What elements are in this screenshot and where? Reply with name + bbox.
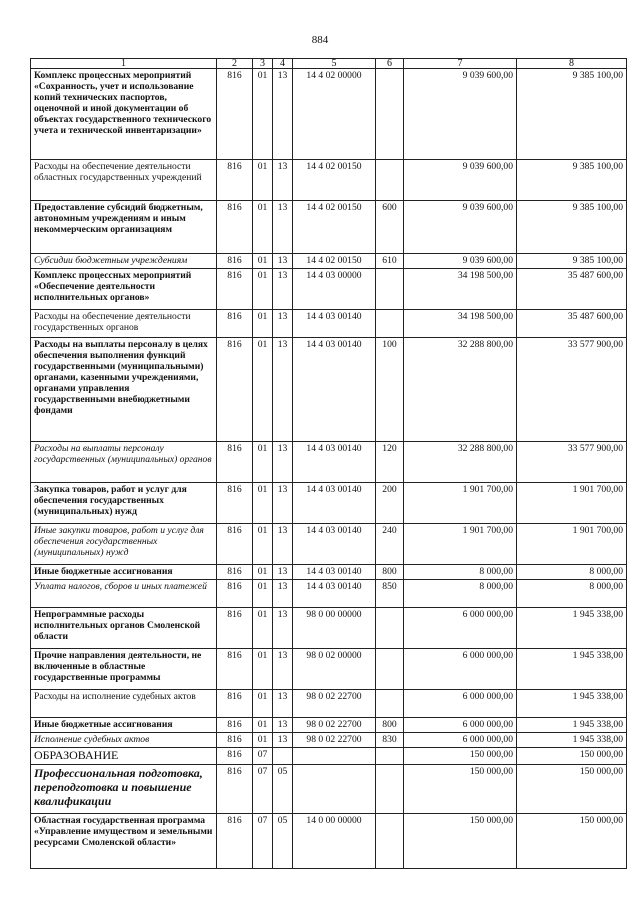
target-article-cell: 14 4 02 00000	[293, 69, 376, 160]
amount-year-1-cell: 150 000,00	[404, 765, 517, 814]
amount-year-1-cell: 1 901 700,00	[404, 483, 517, 524]
row-name-cell: Иные бюджетные ассигнования	[31, 565, 217, 580]
ministry-code-cell: 816	[217, 201, 253, 254]
row-name-cell: Исполнение судебных актов	[31, 733, 217, 748]
row-name-cell: Комплекс процессных мероприятий «Сохранность, учет и использование копий технических паспортов, оценочной и иной документации об объектах государственного технического учета и технической инвентаризации»	[31, 69, 217, 160]
section-code-cell: 01	[253, 733, 273, 748]
target-article-cell: 14 4 02 00150	[293, 201, 376, 254]
amount-year-1-cell: 6 000 000,00	[404, 608, 517, 649]
section-code-cell: 01	[253, 608, 273, 649]
section-code-cell: 01	[253, 649, 273, 690]
subsection-code-cell: 13	[273, 338, 293, 442]
target-article-cell: 14 4 03 00140	[293, 580, 376, 608]
row-name-cell: Закупка товаров, работ и услуг для обеспечения государственных (муниципальных) нужд	[31, 483, 217, 524]
expense-type-cell: 800	[376, 718, 404, 733]
row-name-cell: Прочие направления деятельности, не включенные в областные государственные программы	[31, 649, 217, 690]
subsection-code-cell: 13	[273, 201, 293, 254]
target-article-cell: 14 4 03 00140	[293, 442, 376, 483]
section-code-cell: 07	[253, 814, 273, 869]
subsection-code-cell: 13	[273, 269, 293, 310]
amount-year-1-cell: 8 000,00	[404, 580, 517, 608]
row-name-cell: Иные бюджетные ассигнования	[31, 718, 217, 733]
amount-year-2-cell: 9 385 100,00	[517, 69, 627, 160]
section-code-cell: 01	[253, 565, 273, 580]
expense-type-cell	[376, 748, 404, 765]
amount-year-2-cell: 1 945 338,00	[517, 649, 627, 690]
target-article-cell: 14 0 00 00000	[293, 814, 376, 869]
expense-type-cell: 800	[376, 565, 404, 580]
subsection-code-cell: 13	[273, 483, 293, 524]
amount-year-1-cell: 9 039 600,00	[404, 160, 517, 201]
section-code-cell: 01	[253, 69, 273, 160]
target-article-cell: 14 4 03 00000	[293, 269, 376, 310]
budget-table	[30, 58, 627, 869]
expense-type-cell	[376, 69, 404, 160]
amount-year-1-cell: 34 198 500,00	[404, 269, 517, 310]
expense-type-cell: 240	[376, 524, 404, 565]
subsection-code-cell: 13	[273, 69, 293, 160]
target-article-cell: 98 0 02 00000	[293, 649, 376, 690]
target-article-cell: 14 4 02 00150	[293, 160, 376, 201]
expense-type-cell: 120	[376, 442, 404, 483]
ministry-code-cell: 816	[217, 160, 253, 201]
target-article-cell	[293, 748, 376, 765]
expense-type-cell: 100	[376, 338, 404, 442]
column-header: 7	[404, 59, 517, 69]
row-name-cell: Иные закупки товаров, работ и услуг для обеспечения государственных (муниципальных) нужд	[31, 524, 217, 565]
section-code-cell: 01	[253, 310, 273, 338]
ministry-code-cell: 816	[217, 748, 253, 765]
table-row	[31, 483, 627, 524]
target-article-cell	[293, 765, 376, 814]
section-code-cell: 07	[253, 765, 273, 814]
table-row	[31, 201, 627, 254]
amount-year-1-cell: 32 288 800,00	[404, 338, 517, 442]
row-name-cell: Уплата налогов, сборов и иных платежей	[31, 580, 217, 608]
expense-type-cell	[376, 269, 404, 310]
amount-year-2-cell: 9 385 100,00	[517, 201, 627, 254]
amount-year-2-cell: 33 577 900,00	[517, 442, 627, 483]
amount-year-2-cell: 1 901 700,00	[517, 524, 627, 565]
row-name-cell: Областная государственная программа «Управление имуществом и земельными ресурсами Смоленской области»	[31, 814, 217, 869]
expense-type-cell: 610	[376, 254, 404, 269]
amount-year-1-cell: 1 901 700,00	[404, 524, 517, 565]
row-name-cell: ОБРАЗОВАНИЕ	[31, 748, 217, 765]
amount-year-1-cell: 150 000,00	[404, 748, 517, 765]
amount-year-1-cell: 34 198 500,00	[404, 310, 517, 338]
column-header: 1	[31, 59, 217, 69]
row-name-cell: Расходы на обеспечение деятельности областных государственных учреждений	[31, 160, 217, 201]
expense-type-cell	[376, 310, 404, 338]
table-row	[31, 442, 627, 483]
target-article-cell: 14 4 03 00140	[293, 524, 376, 565]
target-article-cell: 98 0 02 22700	[293, 690, 376, 718]
target-article-cell: 14 4 02 00150	[293, 254, 376, 269]
table-row	[31, 160, 627, 201]
table-row	[31, 580, 627, 608]
target-article-cell: 98 0 02 22700	[293, 718, 376, 733]
amount-year-1-cell: 8 000,00	[404, 565, 517, 580]
ministry-code-cell: 816	[217, 524, 253, 565]
section-code-cell: 01	[253, 524, 273, 565]
column-header: 6	[376, 59, 404, 69]
section-code-cell: 01	[253, 269, 273, 310]
section-code-cell: 01	[253, 338, 273, 442]
amount-year-2-cell: 35 487 600,00	[517, 269, 627, 310]
ministry-code-cell: 816	[217, 649, 253, 690]
ministry-code-cell: 816	[217, 765, 253, 814]
table-row	[31, 690, 627, 718]
table-row	[31, 524, 627, 565]
amount-year-1-cell: 9 039 600,00	[404, 69, 517, 160]
column-header: 5	[293, 59, 376, 69]
target-article-cell: 14 4 03 00140	[293, 310, 376, 338]
subsection-code-cell: 05	[273, 814, 293, 869]
target-article-cell: 14 4 03 00140	[293, 565, 376, 580]
ministry-code-cell: 816	[217, 565, 253, 580]
subsection-code-cell: 13	[273, 733, 293, 748]
expense-type-cell: 600	[376, 201, 404, 254]
expense-type-cell	[376, 649, 404, 690]
amount-year-1-cell: 6 000 000,00	[404, 733, 517, 748]
row-name-cell: Предоставление субсидий бюджетным, автономным учреждениям и иным некоммерческим организациям	[31, 201, 217, 254]
row-name-cell: Расходы на обеспечение деятельности государственных органов	[31, 310, 217, 338]
row-name-cell: Расходы на исполнение судебных актов	[31, 690, 217, 718]
target-article-cell: 14 4 03 00140	[293, 483, 376, 524]
subsection-code-cell	[273, 748, 293, 765]
section-code-cell: 01	[253, 690, 273, 718]
table-row	[31, 765, 627, 814]
amount-year-2-cell: 9 385 100,00	[517, 160, 627, 201]
ministry-code-cell: 816	[217, 69, 253, 160]
page-number: 884	[311, 34, 329, 46]
section-code-cell: 07	[253, 748, 273, 765]
table-row	[31, 814, 627, 869]
target-article-cell: 14 4 03 00140	[293, 338, 376, 442]
amount-year-1-cell: 9 039 600,00	[404, 254, 517, 269]
amount-year-2-cell: 1 945 338,00	[517, 690, 627, 718]
ministry-code-cell: 816	[217, 442, 253, 483]
table-row	[31, 748, 627, 765]
table-row	[31, 608, 627, 649]
column-header: 8	[517, 59, 627, 69]
column-header: 3	[253, 59, 273, 69]
subsection-code-cell: 13	[273, 442, 293, 483]
amount-year-2-cell: 8 000,00	[517, 565, 627, 580]
amount-year-1-cell: 6 000 000,00	[404, 649, 517, 690]
ministry-code-cell: 816	[217, 580, 253, 608]
row-name-cell: Комплекс процессных мероприятий «Обеспечение деятельности исполнительных органов»	[31, 269, 217, 310]
expense-type-cell: 830	[376, 733, 404, 748]
ministry-code-cell: 816	[217, 254, 253, 269]
ministry-code-cell: 816	[217, 733, 253, 748]
amount-year-1-cell: 6 000 000,00	[404, 690, 517, 718]
subsection-code-cell: 13	[273, 718, 293, 733]
ministry-code-cell: 816	[217, 814, 253, 869]
subsection-code-cell: 13	[273, 649, 293, 690]
column-header: 2	[217, 59, 253, 69]
amount-year-2-cell: 1 945 338,00	[517, 608, 627, 649]
ministry-code-cell: 816	[217, 338, 253, 442]
subsection-code-cell: 13	[273, 580, 293, 608]
expense-type-cell	[376, 690, 404, 718]
target-article-cell: 98 0 02 22700	[293, 733, 376, 748]
expense-type-cell	[376, 814, 404, 869]
subsection-code-cell: 13	[273, 690, 293, 718]
subsection-code-cell: 13	[273, 524, 293, 565]
row-name-cell: Расходы на выплаты персоналу в целях обеспечения выполнения функций государственными (муниципальными) органами, казенными учреждениями, органами управления государственными внебюджетными фондами	[31, 338, 217, 442]
amount-year-2-cell: 1 945 338,00	[517, 718, 627, 733]
amount-year-2-cell: 1 901 700,00	[517, 483, 627, 524]
table-row	[31, 733, 627, 748]
section-code-cell: 01	[253, 442, 273, 483]
table-row	[31, 338, 627, 442]
table-row	[31, 269, 627, 310]
section-code-cell: 01	[253, 201, 273, 254]
amount-year-2-cell: 8 000,00	[517, 580, 627, 608]
column-header: 4	[273, 59, 293, 69]
amount-year-1-cell: 150 000,00	[404, 814, 517, 869]
amount-year-2-cell: 150 000,00	[517, 814, 627, 869]
table-row	[31, 254, 627, 269]
ministry-code-cell: 816	[217, 269, 253, 310]
subsection-code-cell: 05	[273, 765, 293, 814]
table-row	[31, 310, 627, 338]
section-code-cell: 01	[253, 580, 273, 608]
column-number-row	[31, 59, 627, 69]
row-name-cell: Субсидии бюджетным учреждениям	[31, 254, 217, 269]
section-code-cell: 01	[253, 254, 273, 269]
subsection-code-cell: 13	[273, 254, 293, 269]
section-code-cell: 01	[253, 483, 273, 524]
ministry-code-cell: 816	[217, 310, 253, 338]
subsection-code-cell: 13	[273, 310, 293, 338]
section-code-cell: 01	[253, 160, 273, 201]
ministry-code-cell: 816	[217, 690, 253, 718]
amount-year-1-cell: 9 039 600,00	[404, 201, 517, 254]
table-row	[31, 565, 627, 580]
amount-year-2-cell: 1 945 338,00	[517, 733, 627, 748]
expense-type-cell	[376, 765, 404, 814]
section-code-cell: 01	[253, 718, 273, 733]
row-name-cell: Расходы на выплаты персоналу государственных (муниципальных) органов	[31, 442, 217, 483]
expense-type-cell: 200	[376, 483, 404, 524]
expense-type-cell	[376, 160, 404, 201]
row-name-cell: Непрограммные расходы исполнительных органов Смоленской области	[31, 608, 217, 649]
amount-year-2-cell: 9 385 100,00	[517, 254, 627, 269]
ministry-code-cell: 816	[217, 483, 253, 524]
ministry-code-cell: 816	[217, 608, 253, 649]
table-row	[31, 69, 627, 160]
expense-type-cell: 850	[376, 580, 404, 608]
amount-year-1-cell: 32 288 800,00	[404, 442, 517, 483]
expense-type-cell	[376, 608, 404, 649]
target-article-cell: 98 0 00 00000	[293, 608, 376, 649]
amount-year-2-cell: 150 000,00	[517, 748, 627, 765]
subsection-code-cell: 13	[273, 565, 293, 580]
row-name-cell: Профессиональная подготовка, переподготовка и повышение квалификации	[31, 765, 217, 814]
table-row	[31, 649, 627, 690]
amount-year-2-cell: 35 487 600,00	[517, 310, 627, 338]
subsection-code-cell: 13	[273, 160, 293, 201]
ministry-code-cell: 816	[217, 718, 253, 733]
amount-year-2-cell: 33 577 900,00	[517, 338, 627, 442]
table-row	[31, 718, 627, 733]
amount-year-2-cell: 150 000,00	[517, 765, 627, 814]
amount-year-1-cell: 6 000 000,00	[404, 718, 517, 733]
subsection-code-cell: 13	[273, 608, 293, 649]
